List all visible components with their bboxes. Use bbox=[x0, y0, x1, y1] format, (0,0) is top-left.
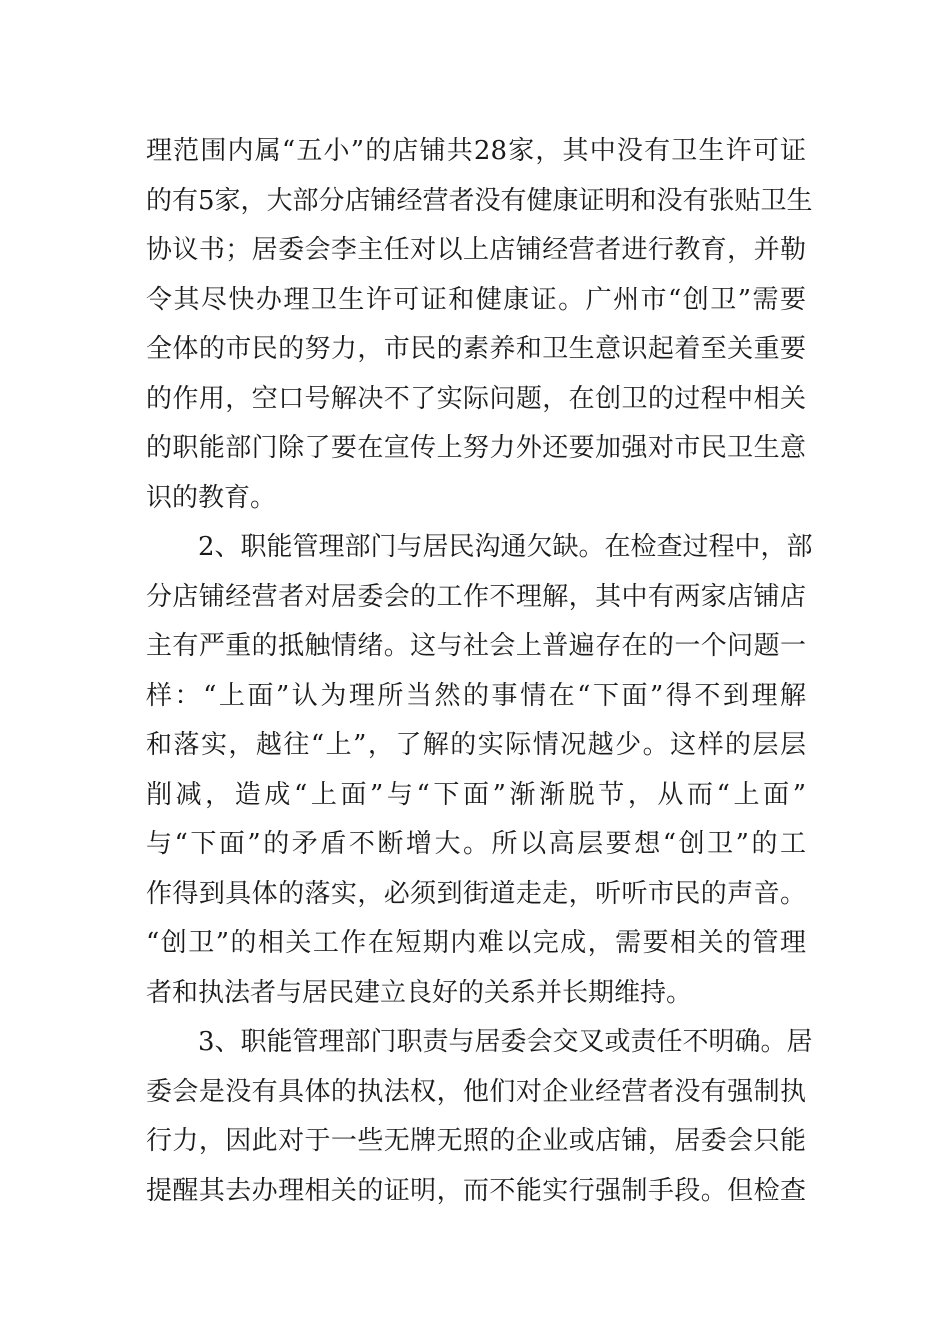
text-line: 提醒其去办理相关的证明，而不能实行强制手段。但检查 bbox=[146, 1175, 806, 1206]
text-line: 委会是没有具体的执法权，他们对企业经营者没有强制执 bbox=[146, 1076, 806, 1107]
text-line: 和落实，越往“上”，了解的实际情况越少。这样的层层 bbox=[146, 730, 806, 760]
text-line: 的有5家，大部分店铺经营者没有健康证明和没有张贴卫生 bbox=[146, 185, 813, 216]
text-line: 者和执法者与居民建立良好的关系并长期维持。 bbox=[146, 977, 693, 1008]
paragraph-first-line: 2、职能管理部门与居民沟通欠缺。在检查过程中，部 bbox=[198, 532, 813, 562]
text-line: 与“下面”的矛盾不断增大。所以高层要想“创卫”的工 bbox=[146, 829, 806, 859]
text-line: “创卫”的相关工作在短期内难以完成，需要相关的管理 bbox=[146, 928, 806, 958]
paragraph-first-line: 3、职能管理部门职责与居委会交叉或责任不明确。居 bbox=[198, 1027, 813, 1057]
text-line: 的作用，空口号解决不了实际问题，在创卫的过程中相关 bbox=[146, 383, 806, 414]
text-line: 主有严重的抵触情绪。这与社会上普遍存在的一个问题一 bbox=[146, 631, 806, 661]
text-line: 全体的市民的努力，市民的素养和卫生意识起着至关重要 bbox=[146, 334, 806, 364]
text-line: 削减，造成“上面”与“下面”渐渐脱节，从而“上面” bbox=[146, 779, 806, 810]
text-line: 分店铺经营者对居委会的工作不理解，其中有两家店铺店 bbox=[146, 581, 806, 612]
text-line: 令其尽快办理卫生许可证和健康证。广州市“创卫”需要 bbox=[146, 284, 806, 315]
text-line: 理范围内属“五小”的店铺共28家，其中没有卫生许可证 bbox=[146, 136, 806, 166]
text-line: 协议书；居委会李主任对以上店铺经营者进行教育，并勒 bbox=[146, 235, 806, 265]
text-line: 作得到具体的落实，必须到街道走走，听听市民的声音。 bbox=[146, 878, 806, 909]
text-line: 识的教育。 bbox=[146, 482, 277, 513]
text-line: 的职能部门除了要在宣传上努力外还要加强对市民卫生意 bbox=[146, 433, 806, 463]
text-line: 样：“上面”认为理所当然的事情在“下面”得不到理解 bbox=[146, 680, 806, 711]
text-line: 行力，因此对于一些无牌无照的企业或店铺，居委会只能 bbox=[146, 1126, 806, 1156]
body-text bbox=[146, 127, 813, 1216]
